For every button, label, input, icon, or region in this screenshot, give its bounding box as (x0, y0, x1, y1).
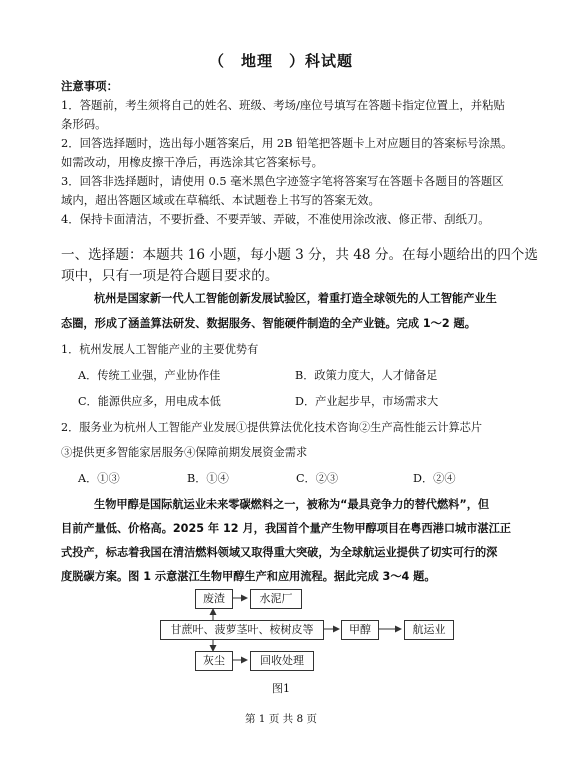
notice-line: 1．答题前，考生须将自己的姓名、班级、考场/座位号填写在答题卡指定位置上，并粘贴 (61, 98, 505, 112)
option-c: C．②③ (296, 472, 339, 485)
question-stem: ③提供更多智能家居服务④保障前期发展资金需求 (61, 446, 308, 459)
notice-line: 域内，超出答题区域或在草稿纸、本试题卷上书写的答案无效。 (61, 193, 380, 207)
option-d: D．产业起步早，市场需求大 (295, 395, 439, 408)
passage-line: 度脱碳方案。图 1 示意湛江生物甲醇生产和应用流程。据此完成 3～4 题。 (61, 570, 436, 583)
recycle-box: 回收处理 (250, 651, 314, 671)
notice-line: 如需改动，用橡皮擦干净后，再选涂其它答案标号。 (61, 155, 323, 169)
residue-box: 废渣 (195, 589, 233, 609)
notice-line: 2．回答选择题时，选出每小题答案后，用 2B 铅笔把答题卡上对应题目的答案标号涂黑。 (61, 136, 513, 150)
section-heading: 项中，只有一项是符合题目要求的。 (61, 268, 279, 284)
notice-heading: 注意事项： (61, 79, 118, 93)
page-title: （ 地理 ）科试题 (208, 52, 353, 70)
passage-line: 杭州是国家新一代人工智能创新发展试验区，着重打造全球领先的人工智能产业生 (94, 292, 497, 305)
option-b: B．政策力度大，人才储备足 (295, 369, 438, 382)
methanol-box: 甲醇 (341, 620, 379, 640)
figure-caption: 图1 (272, 682, 290, 695)
passage-line: 目前产量低、价格高。2025 年 12 月，我国首个量产生物甲醇项目在粤西港口城市湛江正 (61, 522, 511, 535)
cement-plant-box: 水泥厂 (250, 589, 302, 609)
passage-line: 式投产，标志着我国在清洁燃料领域又取得重大突破，为全球航运业提供了切实可行的深 (61, 546, 498, 559)
option-c: C．能源供应多，用电成本低 (78, 395, 221, 408)
option-d: D．②④ (413, 472, 456, 485)
shipping-box: 航运业 (404, 620, 454, 640)
option-a: A．①③ (78, 472, 120, 485)
feedstock-box: 甘蔗叶、菠萝茎叶、桉树皮等 (160, 620, 324, 640)
question-stem: 1．杭州发展人工智能产业的主要优势有 (61, 343, 259, 356)
notice-line: 条形码。 (61, 117, 107, 131)
notice-line: 4．保持卡面清洁，不要折叠、不要弄皱、弄破，不准使用涂改液、修正带、刮纸刀。 (61, 212, 490, 226)
notice-line: 3．回答非选择题时，请使用 0.5 毫米黑色字迹签字笔将答案写在答题卡各题目的答题区 (61, 174, 504, 188)
ash-box: 灰尘 (195, 651, 233, 671)
question-stem: 2．服务业为杭州人工智能产业发展①提供算法优化技术咨询②生产高性能云计算芯片 (61, 421, 483, 434)
option-a: A．传统工业强，产业协作佳 (78, 369, 221, 382)
passage-line: 态圈，形成了涵盖算法研发、数据服务、智能硬件制造的全产业链。完成 1～2 题。 (61, 317, 476, 330)
passage-line: 生物甲醇是国际航运业未来零碳燃料之一，被称为“最具竞争力的替代燃料”，但 (94, 498, 490, 511)
page-footer: 第 1 页 共 8 页 (244, 713, 318, 725)
option-b: B．①④ (187, 472, 229, 485)
section-heading: 一、选择题：本题共 16 小题，每小题 3 分，共 48 分。在每小题给出的四个选 (61, 247, 538, 263)
